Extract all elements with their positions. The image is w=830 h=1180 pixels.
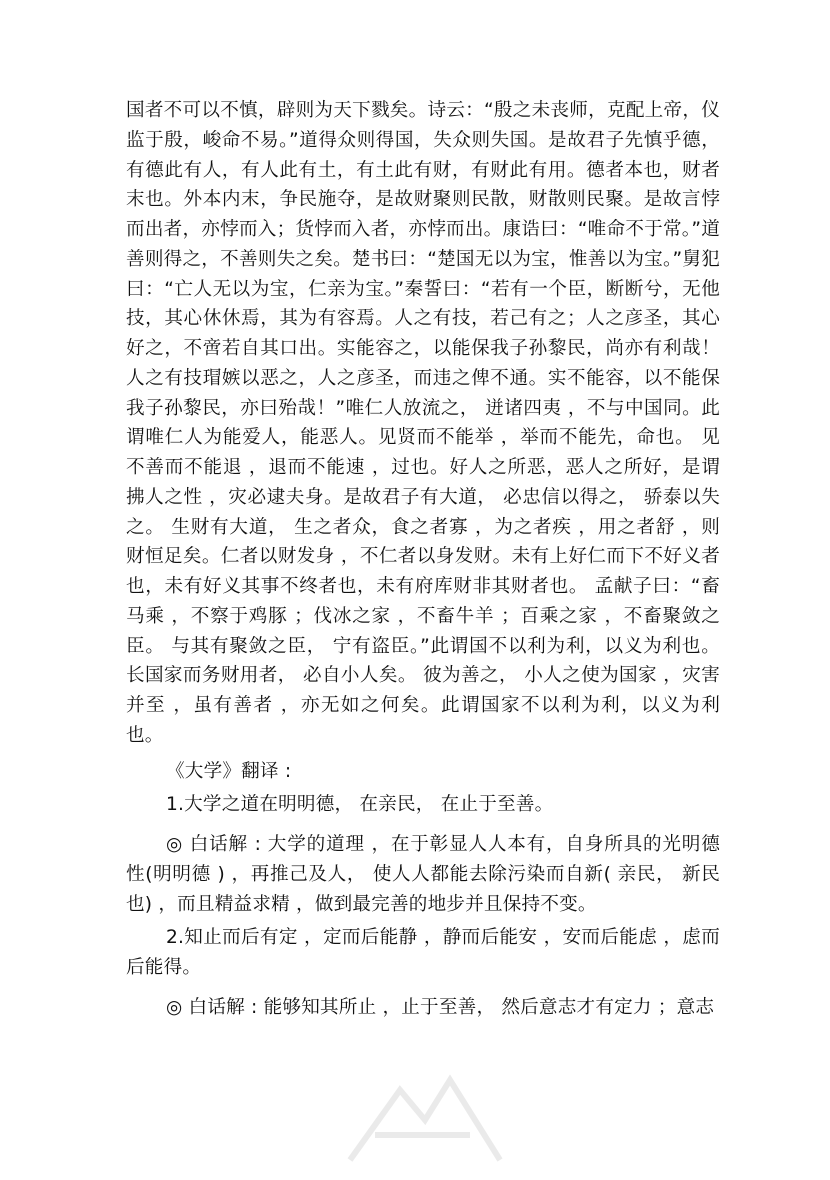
item-1: 1.大学之道在明明德， 在亲民， 在止于至善。 (166, 794, 554, 816)
item-2: 2.知止而后有定 ，定而后能静 ，静而后能安 ，安而后能虑 ，虑而后能得。 (126, 927, 720, 978)
main-paragraph: 国者不可以不慎，辟则为天下戮矣。诗云：“殷之未丧师，克配上帝，仪监于殷，峻命不易。”道得众则得国，失众则失国。是故君子先慎乎德，有德此有人，有人此有土，有土此有财，有财此有用。德者本也，财者末也。外本内末，争民施夺，是故财聚则民散，财散则民聚。是故言悖而出者，亦悖而入；货悖而入者，亦悖而出。康诰曰：“唯命不于常。”道善则得之，不善则失之矣。楚书曰：“楚国无以为宝，惟善以为宝。”舅犯曰：“亡人无以为宝，仁亲为宝。”秦誓曰：“若有一个臣，断断兮，无他技，其心休休焉，其为有容焉。人之有技，若己有之；人之彦圣，其心好之，不啻若自其口出。实能容之，以能保我子孙黎民，尚亦有利哉！人之有技瑁嫉以恶之，人之彦圣，而违之俾不通。实不能容，以不能保我子孙黎民，亦曰殆哉！”唯仁人放流之， 迸诸四夷 ，不与中国同。此谓唯仁人为能爱人，能恶人。见贤而不能举 ，举而不能先，命也。 见不善而不能退 ，退而不能速 ，过也。好人之所恶，恶人之所好，是谓拂人之性 ，灾必逮夫身。是故君子有大道， 必忠信以得之， 骄泰以失之。 生财有大道， 生之者众，食之者寡 ，为之者疾 ，用之者舒 ，则财恒足矣。仁者以财发身 ，不仁者以身发财。未有上好仁而下不好义者也，未有好义其事不终者也，未有府库财非其财者也。 孟献子曰：“畜马乘 ，不察于鸡豚 ；伐冰之家 ，不畜牛羊 ；百乘之家 ，不畜聚敛之臣。 与其有聚敛之臣， 宁有盗臣。”此谓国不以利为利，以义为利也。 长国家而务财用者， 必自小人矣。 彼为善之， 小人之使为国家 ，灾害并至 ，虽有善者 ，亦无如之何矣。此谓国家不以利为利，以义为利也。 (126, 100, 720, 746)
watermark-icon (330, 1060, 520, 1180)
translation-heading: 《大学》翻译 : (166, 760, 292, 782)
gloss-1: ◎ 白话解 : 大学的道理 ，在于彰显人人本有，自身所具的光明德性(明明德 ) ，再推己及人， 使人人都能去除污染而自新( 亲民， 新民也) ，而且精益求精 ，做到最完善的地步并且保持不变。 (126, 834, 720, 915)
document-page (126, 96, 720, 1023)
gloss-2: ◎ 白话解 : 能够知其所止 ，止于至善， 然后意志才有定力 ；意志 (166, 996, 715, 1018)
